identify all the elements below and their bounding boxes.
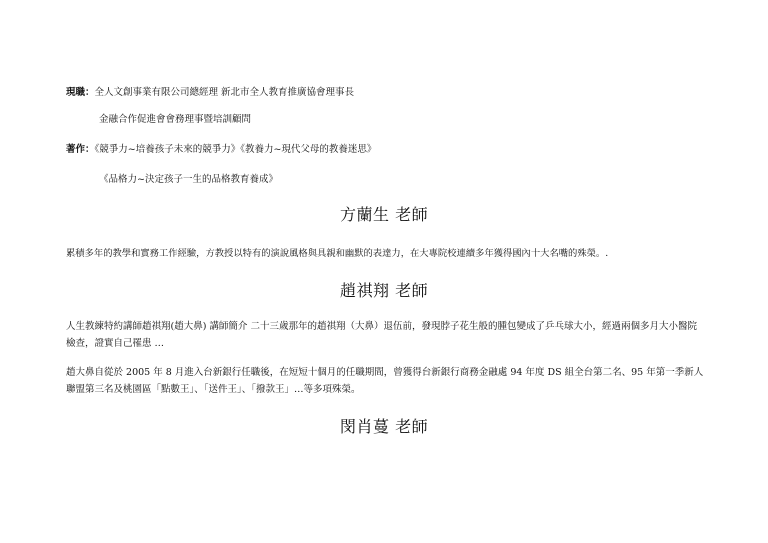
works-text: 《競爭力~培養孩子未來的競爭力》《教養力~現代父母的教養迷思》 bbox=[94, 144, 377, 155]
works-continued: 《品格力~決定孩子一生的品格教育養成》 bbox=[99, 174, 278, 185]
section-paragraph-fang: 累積多年的教學和實務工作經驗，方教授以特有的演說風格與具親和幽默的表達力，在大專院校連續多年獲得國內十大名嘴的殊榮。. bbox=[66, 248, 609, 259]
section-heading-min: 閔肖蔓 老師 bbox=[340, 417, 429, 436]
section-heading-fang: 方蘭生 老師 bbox=[340, 205, 429, 224]
current-position-label: 現職： bbox=[66, 87, 95, 98]
current-position-line bbox=[66, 87, 354, 99]
section-heading-zhao: 趙祺翔 老師 bbox=[340, 281, 429, 300]
section-paragraph-zhao-1: 人生教練特約講師趙祺翔(趙大鼻) 講師簡介 二十三歲那年的趙祺翔（大鼻）退伍前，發現脖子花生般的腫包變成了乒乓球大小，經過兩個多月大小醫院檢查，證實自己罹患 … bbox=[66, 321, 697, 349]
section-paragraph-zhao-2: 趙大鼻自從於 2005 年 8 月進入台新銀行任職後，在短短十個月的任職期間，曾獲得台新銀行商務金融處 94 年度 DS 組全台第二名、95 年第一季新人聯盟第三名及桃園區「點數王」、「送件王」、「撥款王」…等多項殊榮。 bbox=[66, 367, 704, 395]
current-position-continued: 金融合作促進會會務理事暨培訓顧問 bbox=[99, 114, 252, 125]
works-label: 著作： bbox=[66, 144, 95, 155]
current-position-text: 全人文創事業有限公司總經理 新北市全人教育推廣協會理事長 bbox=[94, 87, 355, 98]
works-line bbox=[66, 144, 376, 156]
